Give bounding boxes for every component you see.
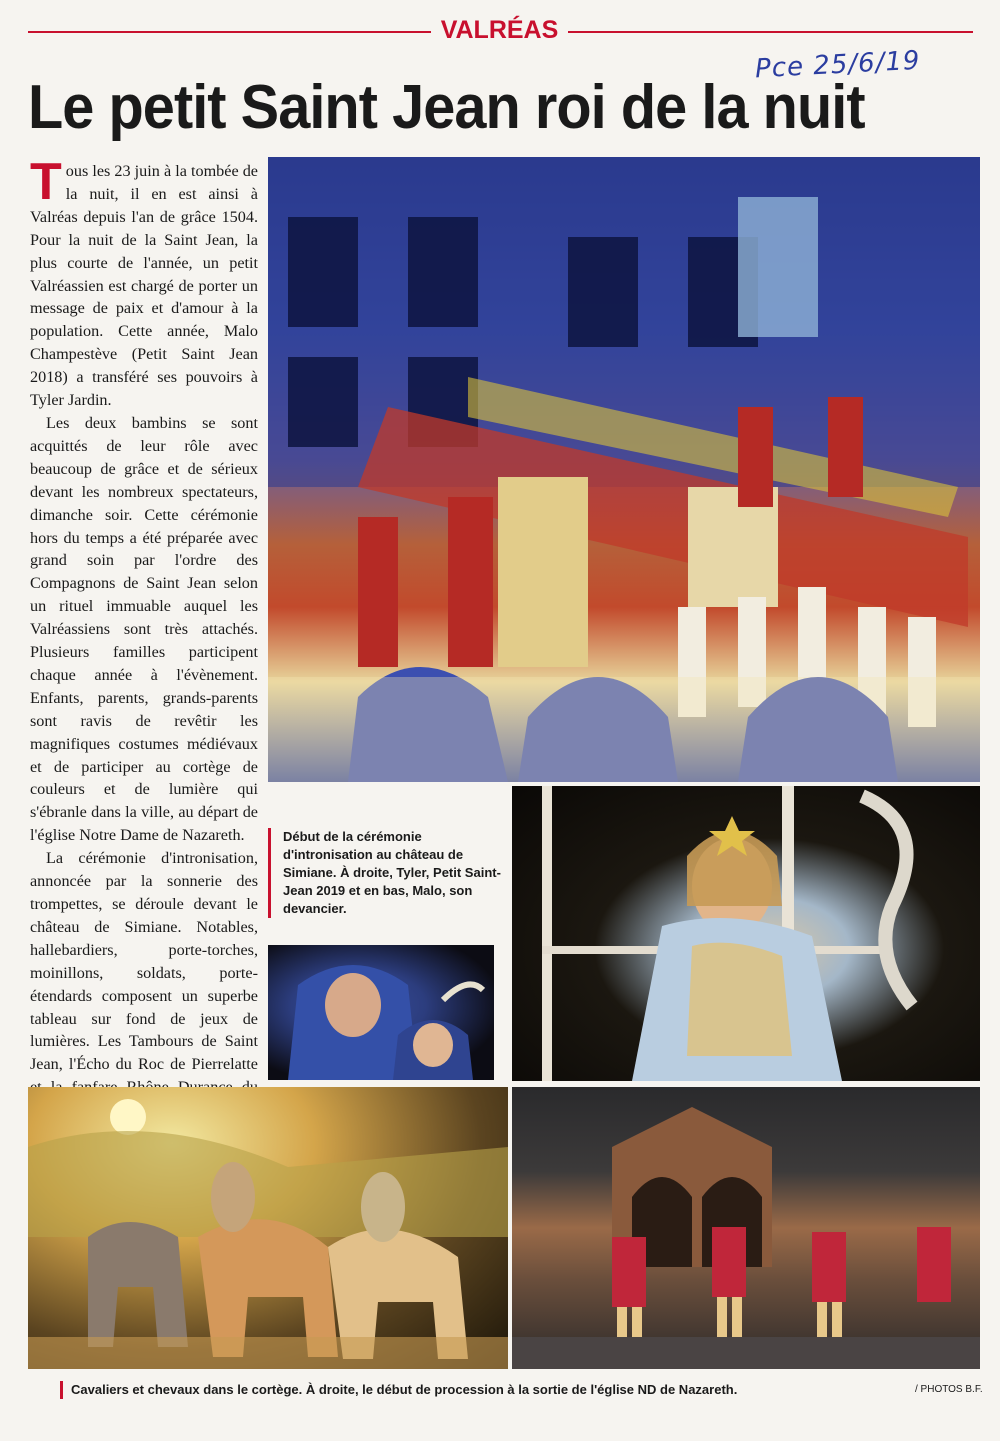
section-rule-left bbox=[28, 31, 431, 33]
headline: Le petit Saint Jean roi de la nuit bbox=[28, 73, 865, 142]
ceremony-photo-art bbox=[268, 157, 980, 782]
ceremony-caption: Début de la cérémonie d'intronisation au château de Simiane. À droite, Tyler, Petit Saint-Jean 2019 et en bas, Malo, son devancier. bbox=[268, 828, 511, 918]
procession-caption: Cavaliers et chevaux dans le cortège. À droite, le début de procession à la sortie de l'église ND de Nazareth. bbox=[60, 1381, 737, 1399]
section-rule-right bbox=[568, 31, 973, 33]
participants-photo-art bbox=[268, 945, 494, 1080]
photo-credit: / PHOTOS B.F. bbox=[915, 1384, 983, 1395]
horses-photo bbox=[28, 1087, 508, 1369]
child-photo bbox=[512, 786, 980, 1081]
paragraph-3: La cérémonie d'intronisation, annoncée par la sonnerie des trompettes, se déroule devant le château de Simiane. Notables, hallebardiers, porte-torches, moinillons, soldats, porte-étendards composent un superbe tableau sur fond de jeux de lumières. Les Tambours de Saint Jean, l'Écho du Roc de Pierrelatte bbox=[30, 849, 258, 1074]
paragraph-1 bbox=[30, 153, 258, 412]
section-tag: VALRÉAS bbox=[440, 16, 559, 44]
procession-photo bbox=[512, 1087, 980, 1369]
section-header bbox=[0, 14, 1000, 48]
ceremony-photo bbox=[268, 157, 980, 782]
participants-photo bbox=[268, 945, 494, 1080]
paragraph-1-text: ous les 23 juin à la tombée de la nuit, il en est ainsi à Valréas depuis l'an de grâce 1504. Pour la nuit de la Saint Jean, la plus courte de l'année, un petit Valréassien est chargé de porter un message de paix et d'amour à la population. Cette année, Malo Champestève (Petit Saint Jean 2018) a transféré ses pouvoirs à Tyler Jardin. bbox=[30, 162, 258, 410]
drop-cap: T bbox=[30, 153, 62, 211]
handwritten-date-note: Pce 25/6/19 bbox=[754, 45, 922, 85]
horses-photo-art bbox=[28, 1087, 508, 1369]
child-photo-art bbox=[512, 786, 980, 1081]
paragraph-2: Les deux bambins se sont acquittés de leur rôle avec beaucoup de grâce et de sérieux devant les nombreux spectateurs, dimanche soir. Cette cérémonie hors du temps a été préparée avec grand soin par l'ordre des Compagnons de Saint Jean selon un rituel immuable auquel les Valréassiens sont très attachés. Plusieurs familles participent chaque année à l'évènement. Enfants, parents, grands-parents sont ravis de revêtir les magnifiques costumes médiévaux et de participer au cortège de couleurs et de lumière qui s'ébranle dans la ville, au départ de l'église Notre Dame de Nazareth. bbox=[30, 413, 258, 845]
procession-photo-art bbox=[512, 1087, 980, 1369]
